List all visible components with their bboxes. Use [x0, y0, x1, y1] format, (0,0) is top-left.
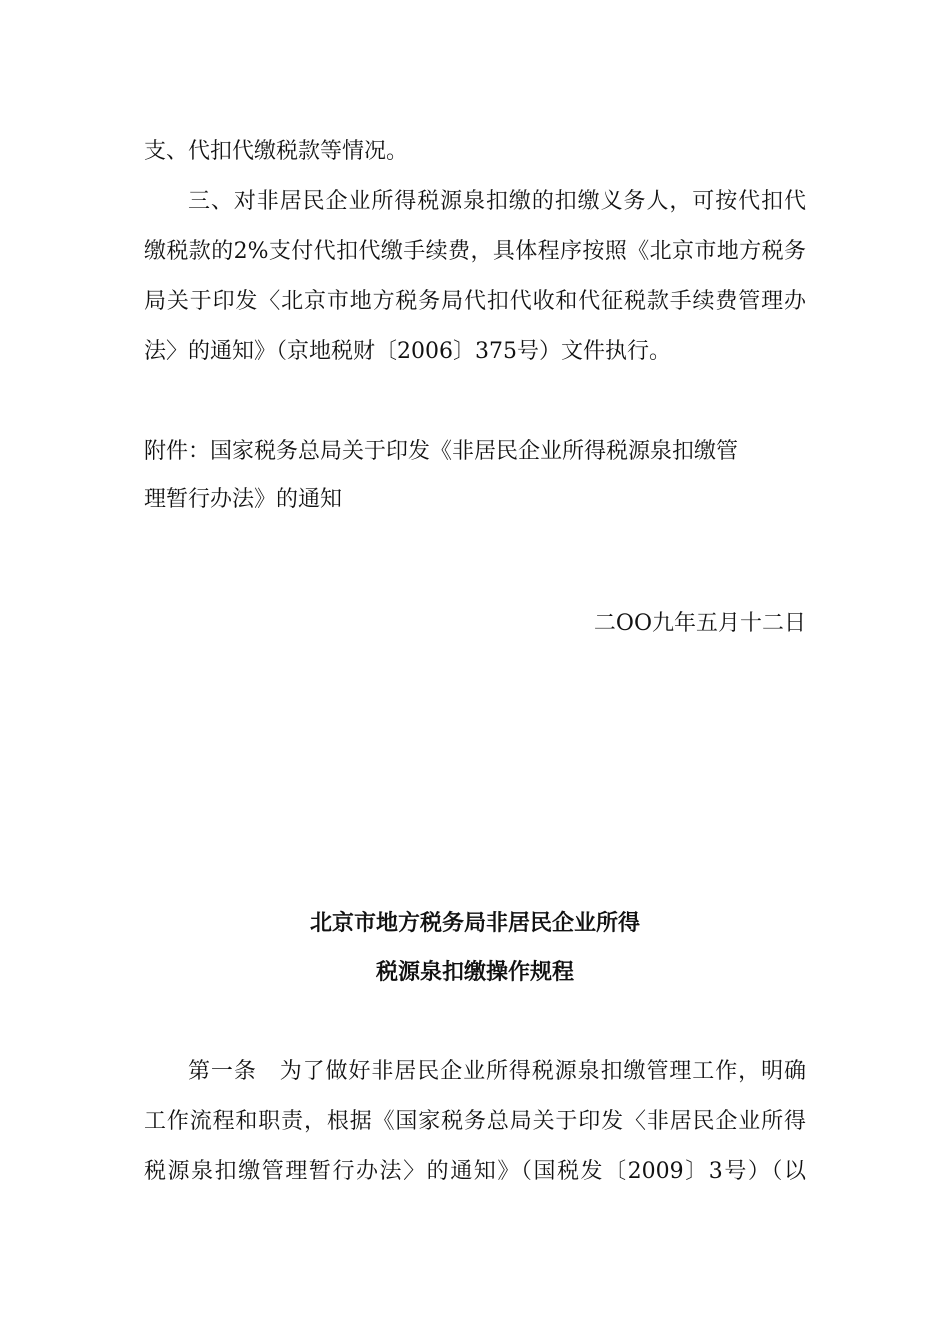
title-line: 北京市地方税务局非居民企业所得	[309, 910, 640, 936]
attachment-line: 理暂行办法》的通知	[144, 487, 343, 512]
issue-date: 二OO九年五月十二日	[593, 611, 806, 636]
article-1-line: 第一条 为了做好非居民企业所得税源泉扣缴管理工作，明确	[188, 1059, 806, 1084]
title-line: 税源泉扣缴操作规程	[375, 959, 574, 985]
article-1-line: 税源泉扣缴管理暂行办法〉的通知》（国税发〔2009〕3号）（以	[144, 1159, 806, 1184]
paragraph-3-line: 法〉的通知》（京地税财〔2006〕375号）文件执行。	[144, 339, 671, 364]
attachment-line: 附件：国家税务总局关于印发《非居民企业所得税源泉扣缴管	[144, 439, 739, 464]
paragraph-continuation: 支、代扣代缴税款等情况。	[144, 139, 409, 164]
article-1-line: 工作流程和职责，根据《国家税务总局关于印发〈非居民企业所得	[144, 1109, 806, 1134]
paragraph-3-line: 三、对非居民企业所得税源泉扣缴的扣缴义务人，可按代扣代	[188, 189, 806, 214]
paragraph-3-line: 局关于印发〈北京市地方税务局代扣代收和代征税款手续费管理办	[144, 289, 806, 314]
paragraph-3-line: 缴税款的2%支付代扣代缴手续费，具体程序按照《北京市地方税务	[144, 239, 806, 264]
